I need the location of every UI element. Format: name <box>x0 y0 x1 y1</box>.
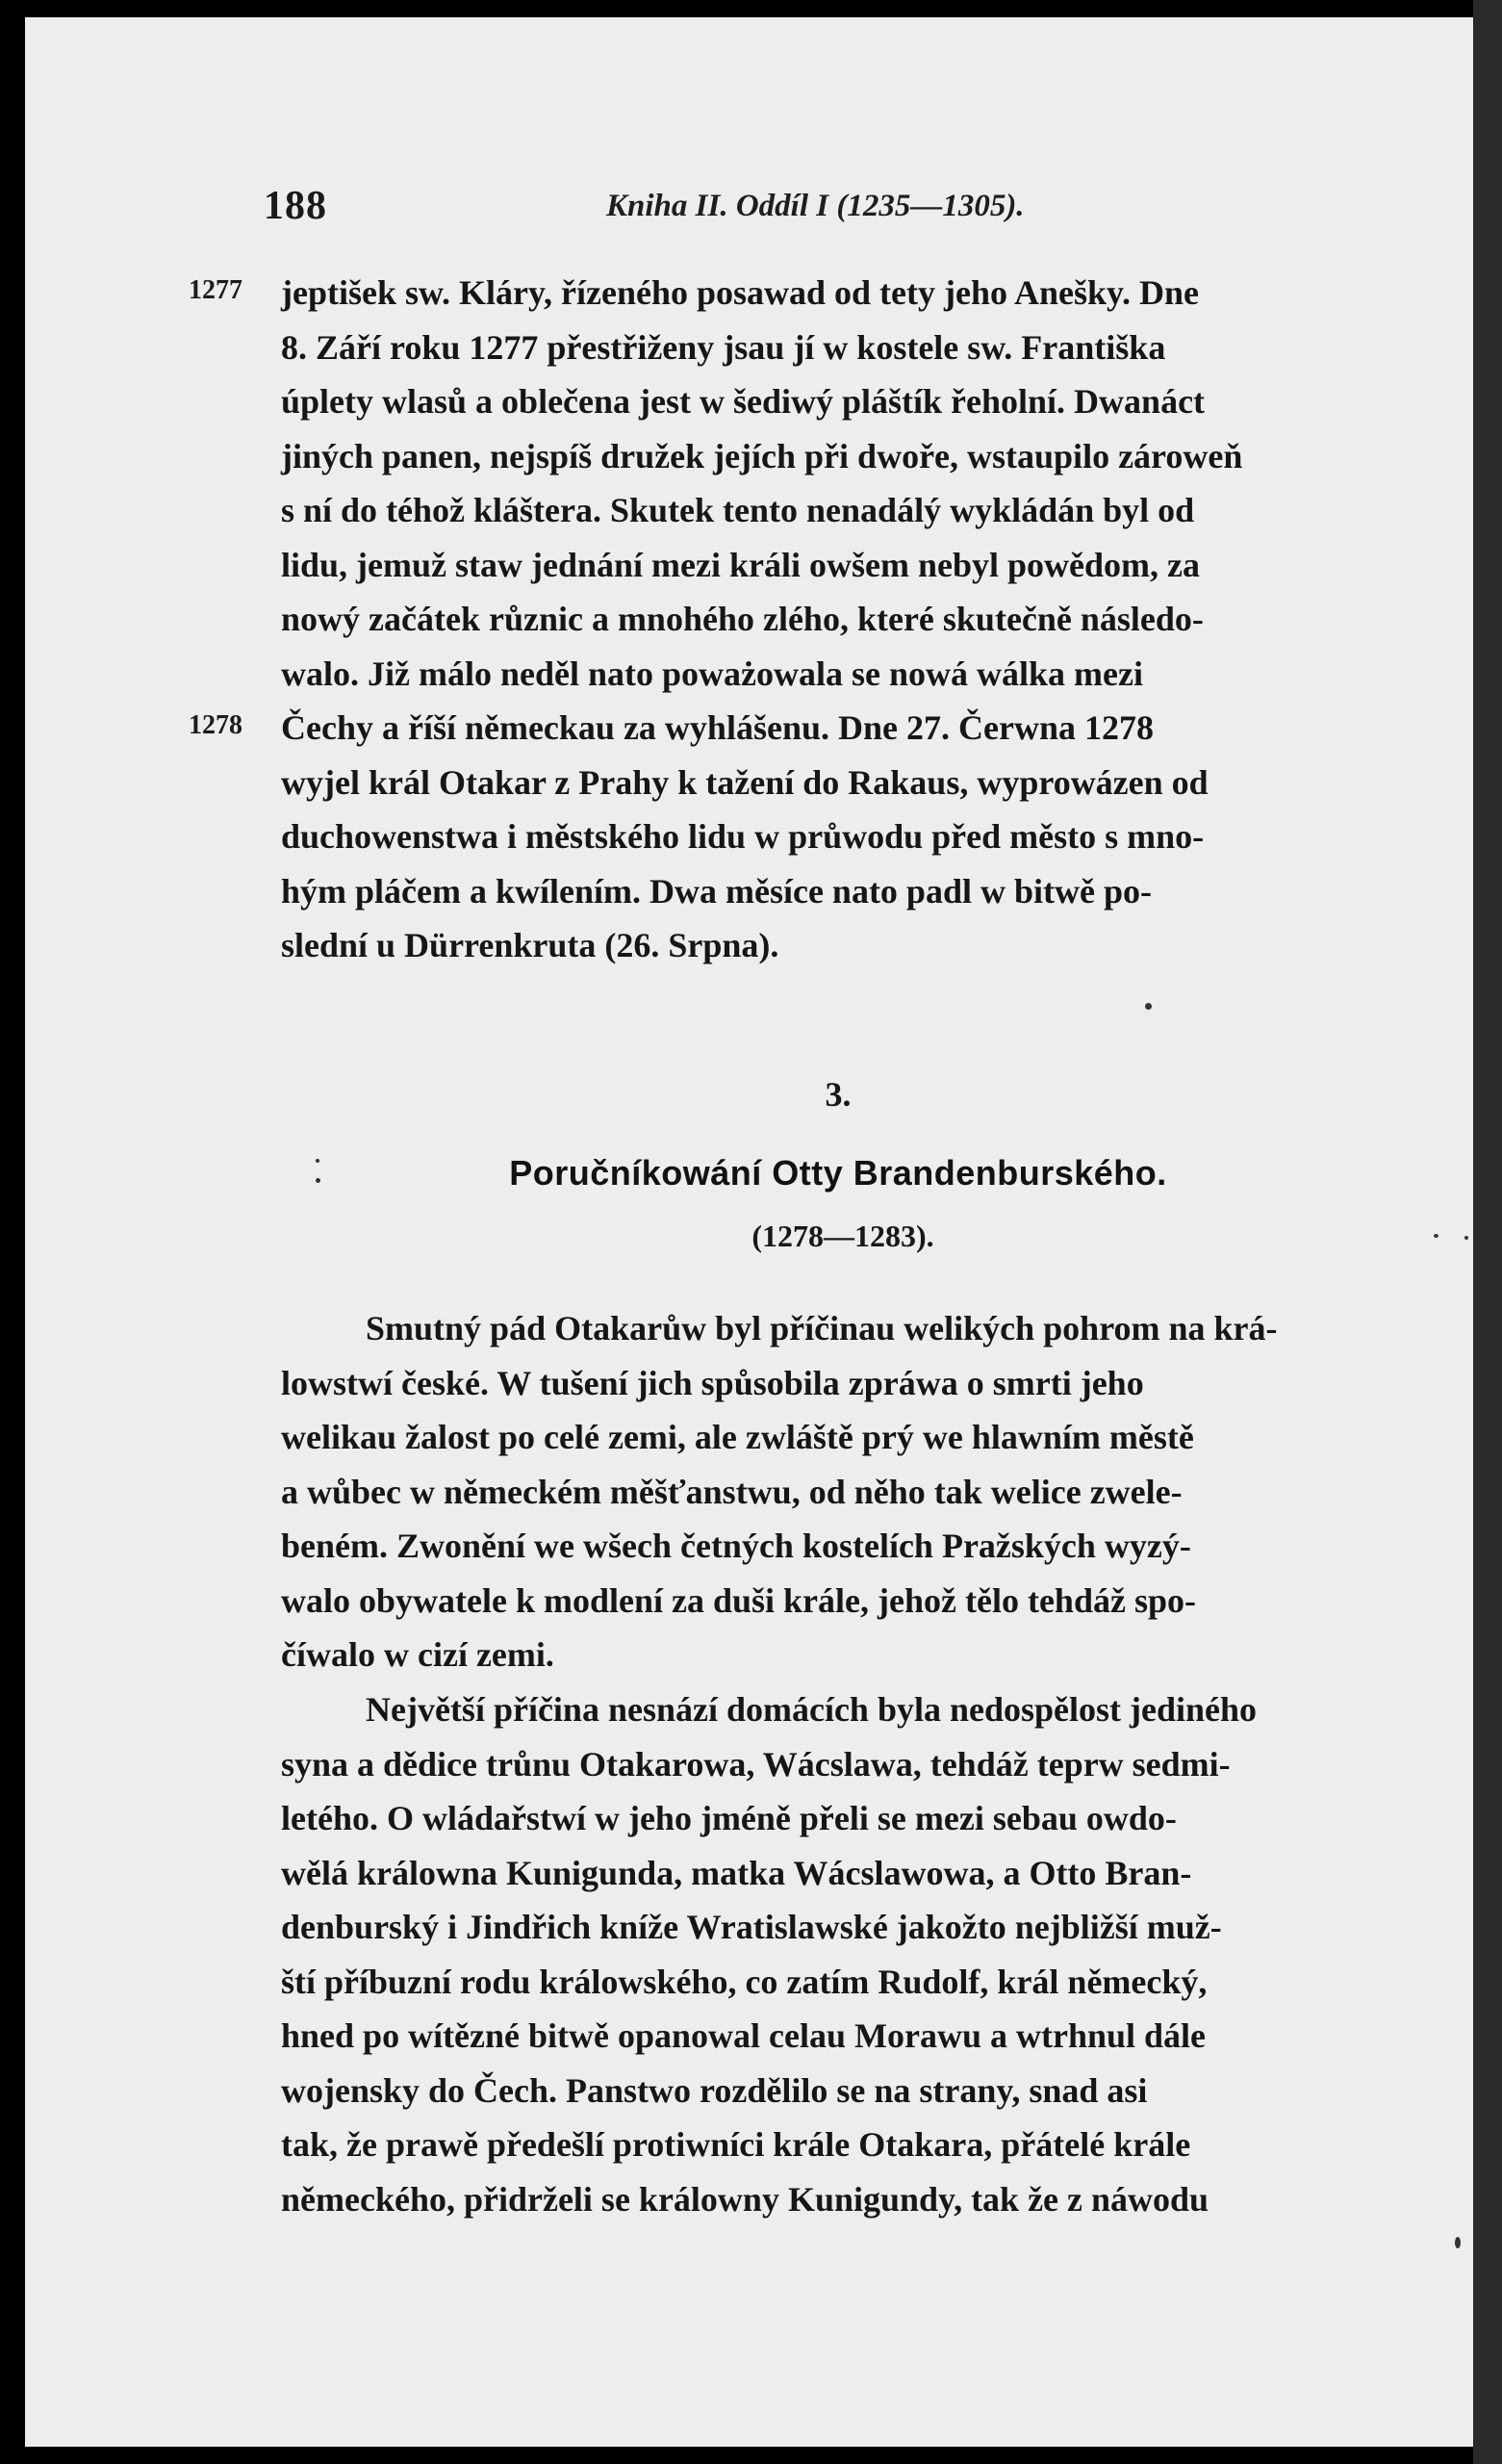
page-header <box>25 183 1473 241</box>
text-line: denburský i Jindřich kníže Wratislawské jakožto nejbližší muž- <box>281 1908 1222 1946</box>
text-line: 8. Září roku 1277 přestřiženy jsau jí w kostele sw. Františka <box>281 327 1166 367</box>
text-line: syna a dědice trůnu Otakarowa, Wácslawa, tehdáž teprw sedmi- <box>281 1744 1231 1784</box>
text-line: beném. Zwonění we wšech četných kostelích Pražských wyzý- <box>281 1527 1191 1565</box>
paragraph-3 <box>281 1682 1395 2226</box>
text-line: ští příbuzní rodu králowského, co zatím Rudolf, král německý, <box>281 1962 1208 2001</box>
section-title: Poručníkowání Otty Brandenburského. <box>509 1153 1167 1193</box>
text-line: číwalo w cizí zemi. <box>281 1635 554 1674</box>
text-line: tak, že prawě předešlí protiwníci krále Otakara, přátelé krále <box>281 2125 1191 2164</box>
running-head: Kniha II. Oddíl I (1235—1305). <box>606 189 1025 223</box>
text-line: wojensky do Čech. Panstwo rozdělilo se na strany, snad asi <box>281 2070 1148 2110</box>
text-line: letého. O wládařstwí w jeho jméně přeli se mezi sebau owdo- <box>281 1799 1177 1837</box>
print-speck <box>1455 2237 1461 2248</box>
print-speck <box>316 1178 320 1183</box>
margin-year-1278: 1278 <box>189 710 242 740</box>
text-line: walo. Již málo neděl nato poważowala se nowá wálka mezi <box>281 654 1143 693</box>
text-line: wyjel král Otakar z Prahy k tažení do Rakaus, wyprowázen od <box>281 762 1209 802</box>
text-line: jiných panen, nejspíš družek jejích při dwoře, wstaupilo zároweň <box>281 436 1243 475</box>
print-speck <box>316 1159 319 1163</box>
text-line: hým pláčem a kwílením. Dwa měsíce nato padl w bitwě po- <box>281 871 1152 911</box>
text-line: welikau žalost po celé zemi, ale zwláště prý we hlawním městě <box>281 1418 1194 1456</box>
text-line: nowý začátek různic a mnohého zlého, které skutečně následo- <box>281 600 1204 638</box>
text-line: jeptišek sw. Kláry, řízeného posawad od tety jeho Anešky. Dne <box>281 273 1200 312</box>
text-line: duchowenstwa i městského lidu w průwodu před město s mno- <box>281 817 1205 856</box>
text-line: Největší příčina nesnází domácích byla nedospělost jediného <box>366 1690 1258 1729</box>
section-dates: (1278—1283). <box>751 1219 934 1253</box>
scan-edge <box>1473 0 1502 2464</box>
text-line: wělá králowna Kunigunda, matka Wácslawowa, a Otto Bran- <box>281 1853 1192 1892</box>
text-line: lidu, jemuž staw jednání mezi králi owšem nebyl powědom, za <box>281 545 1200 584</box>
text-line: slední u Dürrenkruta (26. Srpna). <box>281 926 779 964</box>
print-speck <box>1434 1234 1438 1238</box>
text-line: walo obywatele k modlení za duši krále, jehož tělo tehdáž spo- <box>281 1580 1196 1620</box>
text-line: Čechy a říší německau za wyhlášenu. Dne 27. Čerwna 1278 <box>281 708 1154 747</box>
text-line: německého, přidrželi se králowny Kunigundy, tak že z náwodu <box>281 2179 1209 2219</box>
text-line: s ní do téhož kláštera. Skutek tento nenadálý wykládán byl od <box>281 491 1195 529</box>
text-line: hned po wítězné bitwě opanowal celau Morawu a wtrhnul dále <box>281 2016 1207 2055</box>
paragraph-1 <box>281 266 1395 973</box>
print-speck <box>1145 1003 1152 1010</box>
text-line: lowstwí české. W tušení jich spůsobila zpráwa o smrti jeho <box>281 1363 1144 1402</box>
text-line: úplety wlasů a oblečena jest w šediwý pláštík řeholní. Dwanáct <box>281 382 1206 421</box>
text-line: Smutný pád Otakarůw byl příčinau welikých pohrom na krá- <box>366 1309 1278 1348</box>
book-page <box>25 17 1473 2447</box>
text-line: a wůbec w německém měšťanstwu, od něho tak welice zwele- <box>281 1472 1183 1511</box>
margin-year-1277: 1277 <box>189 275 242 305</box>
section-number: 3. <box>825 1075 852 1114</box>
paragraph-2 <box>281 1301 1395 1682</box>
page-number: 188 <box>264 184 327 228</box>
print-speck <box>1464 1236 1468 1240</box>
